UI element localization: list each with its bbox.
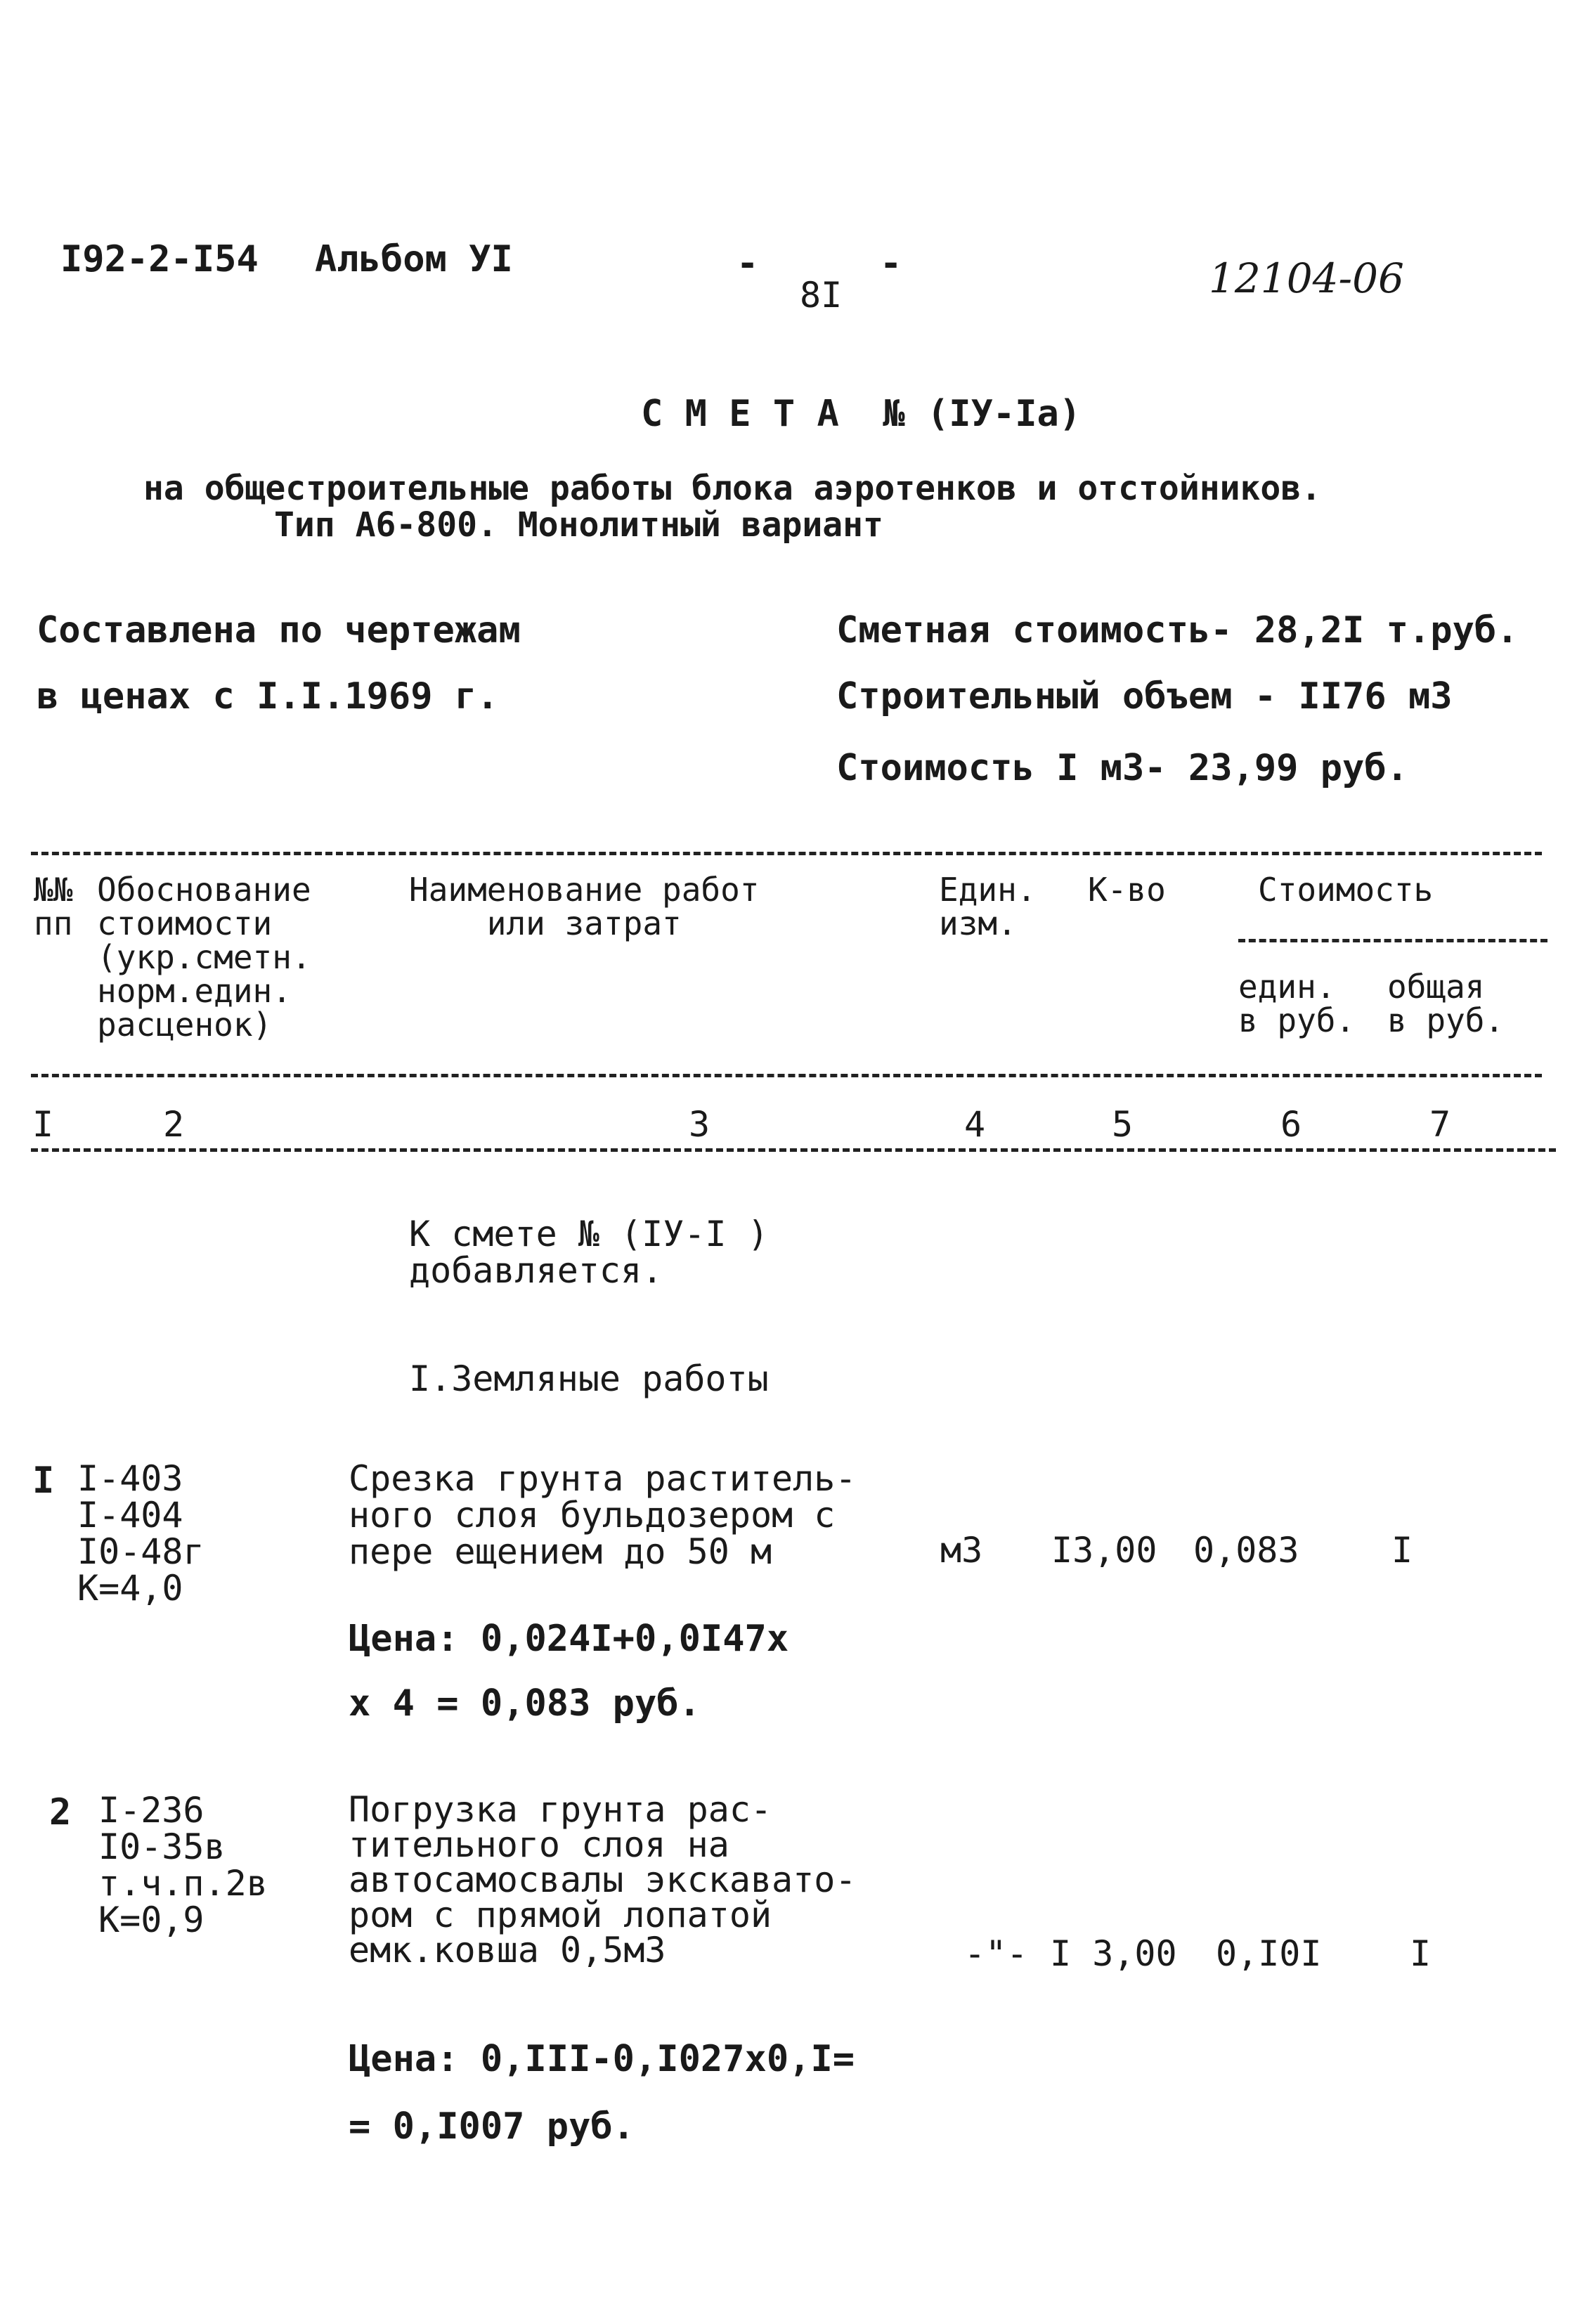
estimate-addition-note: К смете № (IУ-I ) добавляется.	[409, 1214, 769, 1291]
section-title-earthworks: I.Земляные работы	[409, 1358, 769, 1399]
page-dash-left: -	[736, 242, 759, 285]
page-number: 8I	[800, 275, 843, 316]
construction-volume: Строительный объем - II76 м3	[836, 675, 1453, 718]
table-top-rule	[31, 852, 1542, 855]
estimated-cost: Сметная стоимость- 28,2I т.руб.	[836, 609, 1519, 651]
item-2-name: Погрузка грунта рас- тительного слоя на автосамосвалы экскавато- ром с прямой лопатой емк.ковша 0,5м3	[349, 1789, 857, 1971]
col-number-2: 2	[163, 1104, 185, 1145]
header-col-total: общая в руб.	[1387, 968, 1505, 1039]
item-2-total: I	[1410, 1933, 1432, 1974]
item-1-total: I	[1391, 1530, 1413, 1571]
page-dash-right: -	[880, 242, 902, 285]
album-label: Альбом УI	[315, 238, 513, 280]
cost-per-m3: Стоимость I м3- 23,99 руб.	[836, 747, 1408, 789]
item-1-unit-price: 0,083	[1193, 1530, 1299, 1571]
col-number-6: 6	[1280, 1104, 1302, 1145]
item-2-price-note: Цена: 0,III-0,I027х0,I= = 0,I007 руб.	[349, 2038, 855, 2148]
header-col-name: Наименование работ или затрат	[409, 871, 760, 942]
header-col-basis: Обоснование стоимости (укр.сметн. норм.един. расценок)	[97, 871, 311, 1044]
header-bottom-rule	[31, 1074, 1542, 1077]
item-1-unit: м3	[940, 1530, 983, 1571]
compiled-by: Составлена по чертежам	[37, 609, 521, 651]
item-1-price-note: Цена: 0,024I+0,0I47х х 4 = 0,083 руб.	[349, 1618, 789, 1725]
item-2-basis: I-236 I0-35в т.ч.п.2в К=0,9	[98, 1790, 268, 1940]
item-2-number: 2	[49, 1791, 72, 1833]
estimate-subtitle-line1: на общестроительные работы блока аэротенков и отстойников.	[143, 469, 1322, 508]
col-number-3: 3	[689, 1104, 710, 1145]
header-col-unit: Един. изм.	[939, 871, 1037, 942]
header-col-qty: К-во	[1088, 871, 1166, 909]
col-number-1: I	[32, 1104, 54, 1145]
cost-subheader-rule	[1238, 939, 1547, 942]
col-number-5: 5	[1112, 1104, 1134, 1145]
prices-as-of: в ценах с I.I.1969 г.	[37, 675, 499, 718]
item-2-qty: I 3,00	[1050, 1933, 1177, 1974]
col-number-7: 7	[1429, 1104, 1451, 1145]
estimate-subtitle-line2: Тип А6-800. Монолитный вариант	[274, 505, 883, 545]
column-numbers-rule	[31, 1148, 1556, 1152]
estimate-title: С М Е Т А № (IУ-Iа)	[641, 393, 1082, 435]
header-col-unit-price: един. в руб.	[1238, 968, 1356, 1039]
item-1-basis: I-403 I-404 I0-48г К=4,0	[77, 1458, 205, 1609]
doc-code: I92-2-I54	[60, 238, 259, 280]
col-number-4: 4	[964, 1104, 986, 1145]
item-1-qty: I3,00	[1051, 1530, 1157, 1571]
inventory-number: 12104-06	[1209, 254, 1404, 302]
item-2-unit-price: 0,I0I	[1216, 1933, 1322, 1974]
item-2-unit: -"-	[964, 1933, 1028, 1974]
header-col-cost: Стоимость	[1258, 871, 1434, 909]
header-col-no: №№ пп	[34, 871, 73, 942]
item-1-name: Срезка грунта раститель- ного слоя бульдозером с пере ещением до 50 м	[349, 1458, 857, 1572]
item-1-number: I	[32, 1460, 55, 1502]
